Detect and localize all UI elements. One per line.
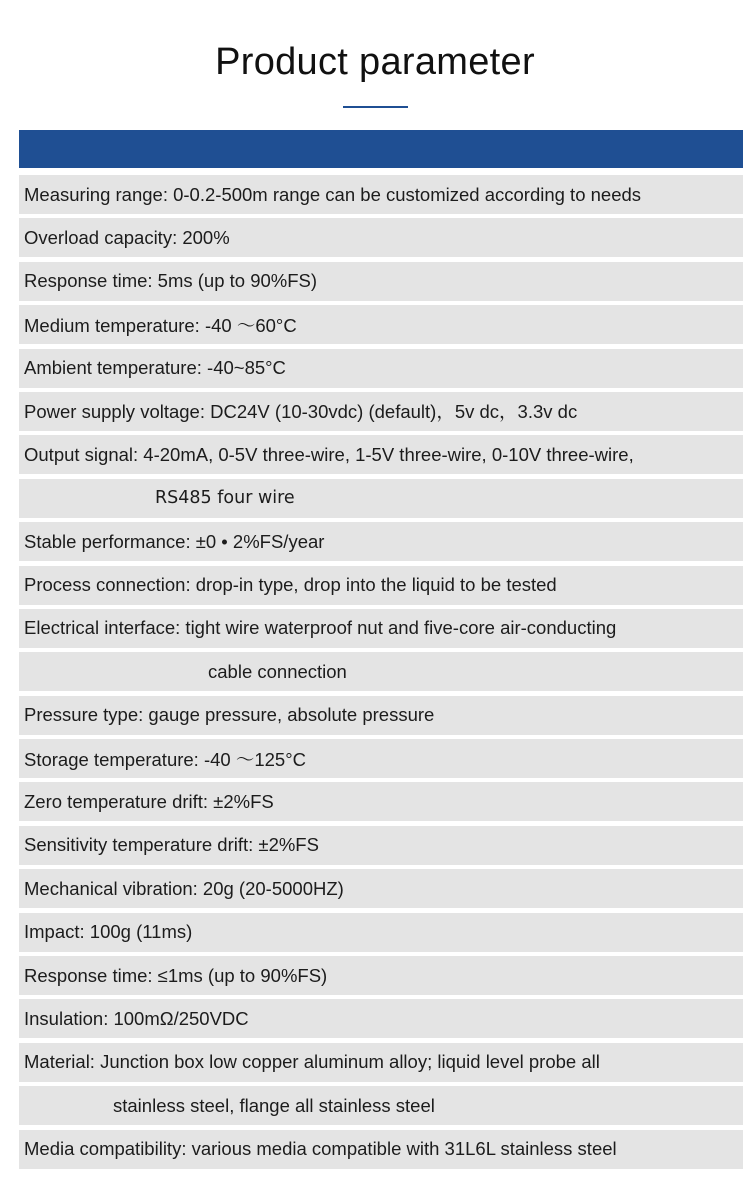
parameter-row-power-supply-voltage: Power supply voltage: DC24V (10-30vdc) (default)，5v dc，3.3v dc <box>19 392 743 431</box>
parameter-row-electrical-interface-continued: cable connection <box>19 652 743 691</box>
parameter-row-media-compatibility: Media compatibility: various media compatible with 31L6L stainless steel <box>19 1130 743 1169</box>
parameter-row-storage-temperature: Storage temperature: -40 ～125°C <box>19 739 743 778</box>
parameter-row-overload-capacity: Overload capacity: 200% <box>19 218 743 257</box>
parameter-table <box>19 175 743 1173</box>
title-underline <box>343 106 408 108</box>
parameter-row-medium-temperature: Medium temperature: -40 ～60°C <box>19 305 743 344</box>
table-header-bar <box>19 130 743 168</box>
parameter-row-ambient-temperature: Ambient temperature: -40~85°C <box>19 349 743 388</box>
page-title: Product parameter <box>215 41 535 83</box>
parameter-row-measuring-range: Measuring range: 0-0.2-500m range can be customized according to needs <box>19 175 743 214</box>
parameter-row-zero-temperature-drift: Zero temperature drift: ±2%FS <box>19 782 743 821</box>
parameter-row-impact: Impact: 100g (11ms) <box>19 913 743 952</box>
parameter-row-output-signal-continued: RS485 four wire <box>19 479 743 518</box>
parameter-row-response-time-2: Response time: ≤1ms (up to 90%FS) <box>19 956 743 995</box>
parameter-row-mechanical-vibration: Mechanical vibration: 20g (20-5000HZ) <box>19 869 743 908</box>
parameter-row-pressure-type: Pressure type: gauge pressure, absolute pressure <box>19 696 743 735</box>
parameter-row-insulation: Insulation: 100mΩ/250VDC <box>19 999 743 1038</box>
parameter-row-material-continued: stainless steel, flange all stainless steel <box>19 1086 743 1125</box>
parameter-row-electrical-interface: Electrical interface: tight wire waterproof nut and five-core air-conducting <box>19 609 743 648</box>
parameter-row-output-signal: Output signal: 4-20mA, 0-5V three-wire, 1-5V three-wire, 0-10V three-wire, <box>19 435 743 474</box>
parameter-row-material: Material: Junction box low copper aluminum alloy; liquid level probe all <box>19 1043 743 1082</box>
parameter-row-process-connection: Process connection: drop-in type, drop into the liquid to be tested <box>19 566 743 605</box>
parameter-row-stable-performance: Stable performance: ±0 • 2%FS/year <box>19 522 743 561</box>
parameter-row-response-time: Response time: 5ms (up to 90%FS) <box>19 262 743 301</box>
parameter-row-sensitivity-temperature-drift: Sensitivity temperature drift: ±2%FS <box>19 826 743 865</box>
